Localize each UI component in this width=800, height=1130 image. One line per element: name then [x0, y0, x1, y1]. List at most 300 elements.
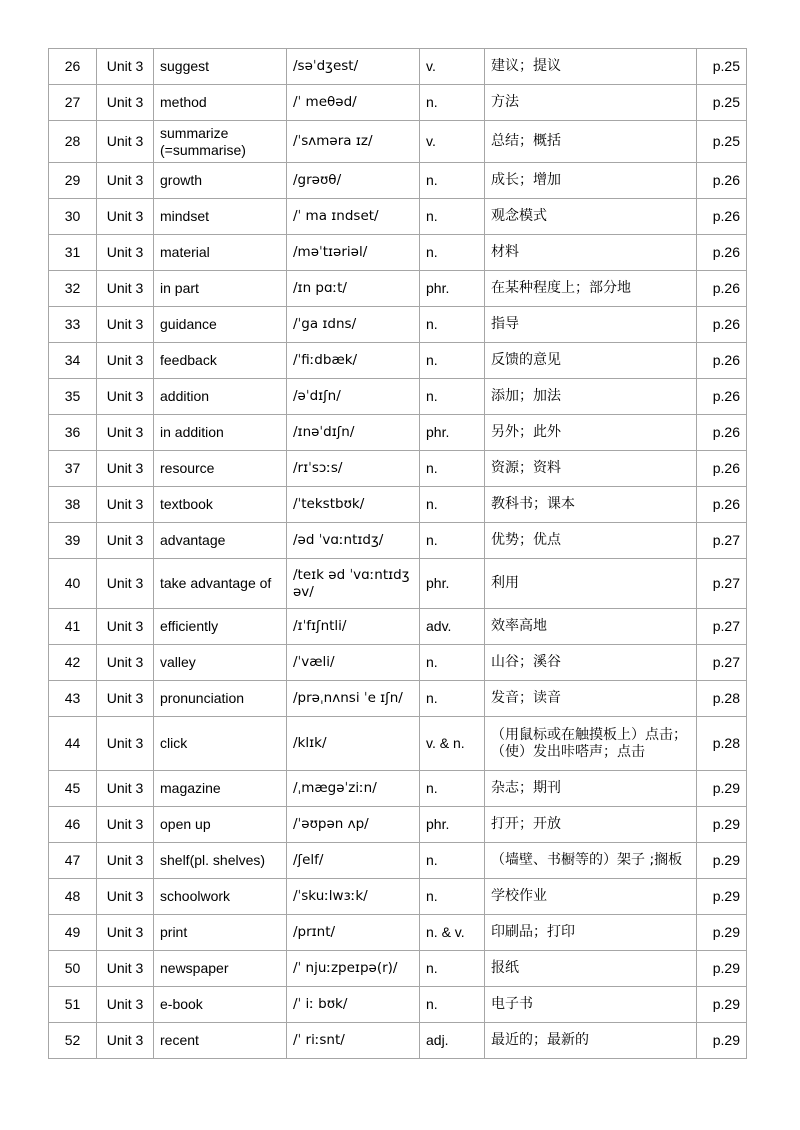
page-ref-cell: [697, 951, 747, 987]
unit-label-cell: [97, 987, 154, 1023]
word: efficiently: [160, 618, 219, 634]
phonetic: /ˈvæli/: [293, 654, 335, 670]
meaning: 资源；资料: [491, 460, 561, 476]
table-row: [49, 807, 747, 843]
part-of-speech-cell: [420, 807, 485, 843]
word: schoolwork: [160, 888, 231, 904]
word-cell: [154, 915, 287, 951]
part-of-speech-cell: [420, 49, 485, 85]
part-of-speech-cell: [420, 199, 485, 235]
page-ref-cell: [697, 85, 747, 121]
unit-label-cell: [97, 609, 154, 645]
phonetic-cell: [287, 523, 420, 559]
page-ref: p.26: [712, 388, 740, 404]
phonetic: /ˈtekstbʊk/: [293, 496, 365, 512]
meaning: 教科书；课本: [491, 496, 575, 512]
phonetic-cell: [287, 487, 420, 523]
word: newspaper: [160, 960, 229, 976]
phonetic-cell: [287, 879, 420, 915]
unit-label: Unit 3: [106, 888, 144, 904]
row-number-cell: [49, 523, 97, 559]
row-number-cell: [49, 343, 97, 379]
row-number: 28: [64, 133, 81, 149]
word: advantage: [160, 532, 226, 548]
word: mindset: [160, 208, 210, 224]
table-row: [49, 987, 747, 1023]
row-number: 48: [64, 888, 81, 904]
table-row: [49, 523, 747, 559]
row-number: 32: [64, 280, 81, 296]
phonetic-cell: [287, 559, 420, 609]
page-ref: p.27: [712, 618, 740, 634]
table-row: [49, 879, 747, 915]
table-row: [49, 49, 747, 85]
phonetic-cell: [287, 415, 420, 451]
word: print: [160, 924, 188, 940]
unit-label: Unit 3: [106, 316, 144, 332]
row-number: 47: [64, 852, 81, 868]
row-number: 43: [64, 690, 81, 706]
unit-label-cell: [97, 559, 154, 609]
phonetic: /ʃelf/: [293, 852, 324, 868]
word-cell: [154, 1023, 287, 1059]
row-number: 34: [64, 352, 81, 368]
part-of-speech-cell: [420, 915, 485, 951]
page-ref: p.29: [712, 1032, 740, 1048]
phonetic-cell: [287, 807, 420, 843]
row-number: 44: [64, 735, 81, 751]
page-ref: p.28: [712, 690, 740, 706]
meaning-cell: [485, 609, 697, 645]
phonetic: /ɪˈfɪʃntli/: [293, 618, 347, 634]
unit-label-cell: [97, 121, 154, 163]
row-number-cell: [49, 987, 97, 1023]
part-of-speech: n.: [426, 888, 438, 904]
page-ref-cell: [697, 879, 747, 915]
part-of-speech: phr.: [426, 280, 450, 296]
part-of-speech: n.: [426, 460, 438, 476]
unit-label: Unit 3: [106, 244, 144, 260]
meaning-cell: [485, 415, 697, 451]
unit-label: Unit 3: [106, 960, 144, 976]
part-of-speech: n.: [426, 316, 438, 332]
unit-label: Unit 3: [106, 94, 144, 110]
meaning-cell: [485, 807, 697, 843]
page-ref: p.29: [712, 996, 740, 1012]
unit-label-cell: [97, 487, 154, 523]
part-of-speech: n.: [426, 352, 438, 368]
meaning-cell: [485, 915, 697, 951]
row-number-cell: [49, 415, 97, 451]
row-number-cell: [49, 163, 97, 199]
phonetic-cell: [287, 307, 420, 343]
meaning: 指导: [491, 316, 519, 332]
unit-label: Unit 3: [106, 618, 144, 634]
part-of-speech: n.: [426, 94, 438, 110]
unit-label: Unit 3: [106, 735, 144, 751]
table-row: [49, 235, 747, 271]
table-row: [49, 915, 747, 951]
table-row: [49, 121, 747, 163]
word: shelf(pl. shelves): [160, 852, 266, 868]
unit-label-cell: [97, 85, 154, 121]
row-number-cell: [49, 121, 97, 163]
row-number-cell: [49, 1023, 97, 1059]
word-cell: [154, 343, 287, 379]
page-ref-cell: [697, 487, 747, 523]
row-number: 42: [64, 654, 81, 670]
unit-label: Unit 3: [106, 388, 144, 404]
word: feedback: [160, 352, 217, 368]
phonetic: /grəʊθ/: [293, 172, 342, 188]
page-ref-cell: [697, 523, 747, 559]
unit-label: Unit 3: [106, 58, 144, 74]
unit-label: Unit 3: [106, 780, 144, 796]
row-number: 37: [64, 460, 81, 476]
word: material: [160, 244, 210, 260]
phonetic-cell: [287, 121, 420, 163]
page-ref-cell: [697, 717, 747, 771]
meaning: 观念模式: [491, 208, 547, 224]
unit-label-cell: [97, 1023, 154, 1059]
row-number: 46: [64, 816, 81, 832]
unit-label: Unit 3: [106, 133, 144, 149]
page-ref: p.28: [712, 735, 740, 751]
phonetic-cell: [287, 987, 420, 1023]
unit-label: Unit 3: [106, 172, 144, 188]
word-cell: [154, 199, 287, 235]
page-ref-cell: [697, 915, 747, 951]
phonetic-cell: [287, 343, 420, 379]
phonetic: /ˈ meθəd/: [293, 94, 357, 110]
part-of-speech-cell: [420, 609, 485, 645]
meaning: 电子书: [491, 996, 533, 1012]
meaning-cell: [485, 451, 697, 487]
word: addition: [160, 388, 210, 404]
word: suggest: [160, 58, 210, 74]
page-ref: p.25: [712, 58, 740, 74]
phonetic-cell: [287, 271, 420, 307]
table-row: [49, 415, 747, 451]
phonetic-cell: [287, 49, 420, 85]
page-ref-cell: [697, 559, 747, 609]
word-cell: [154, 487, 287, 523]
row-number-cell: [49, 271, 97, 307]
row-number: 27: [64, 94, 81, 110]
part-of-speech: v. & n.: [426, 735, 465, 751]
unit-label-cell: [97, 915, 154, 951]
page-ref-cell: [697, 271, 747, 307]
part-of-speech-cell: [420, 681, 485, 717]
meaning: 学校作业: [491, 888, 547, 904]
table-row: [49, 307, 747, 343]
row-number-cell: [49, 199, 97, 235]
page-ref-cell: [697, 163, 747, 199]
row-number: 30: [64, 208, 81, 224]
row-number-cell: [49, 951, 97, 987]
unit-label: Unit 3: [106, 424, 144, 440]
row-number: 50: [64, 960, 81, 976]
phonetic: /ˈskuːlwɜːk/: [293, 888, 368, 904]
row-number-cell: [49, 645, 97, 681]
meaning: 建议；提议: [491, 58, 561, 74]
row-number-cell: [49, 379, 97, 415]
meaning-cell: [485, 343, 697, 379]
table-row: [49, 951, 747, 987]
part-of-speech-cell: [420, 987, 485, 1023]
phonetic-cell: [287, 681, 420, 717]
part-of-speech-cell: [420, 523, 485, 559]
phonetic: /ˈga ɪdns/: [293, 316, 357, 332]
unit-label: Unit 3: [106, 654, 144, 670]
unit-label: Unit 3: [106, 280, 144, 296]
page-ref-cell: [697, 235, 747, 271]
unit-label-cell: [97, 717, 154, 771]
part-of-speech: n.: [426, 208, 438, 224]
unit-label: Unit 3: [106, 208, 144, 224]
word-cell: [154, 271, 287, 307]
phonetic: /ˈfiːdbæk/: [293, 352, 358, 368]
word-cell: [154, 645, 287, 681]
word: guidance: [160, 316, 217, 332]
phonetic: /səˈdʒest/: [293, 58, 359, 74]
row-number: 33: [64, 316, 81, 332]
table-row: [49, 609, 747, 645]
row-number-cell: [49, 85, 97, 121]
page-ref-cell: [697, 49, 747, 85]
part-of-speech-cell: [420, 487, 485, 523]
unit-label-cell: [97, 771, 154, 807]
part-of-speech: n.: [426, 172, 438, 188]
phonetic: /ˈ riːsnt/: [293, 1032, 345, 1048]
unit-label-cell: [97, 271, 154, 307]
row-number-cell: [49, 807, 97, 843]
page-ref-cell: [697, 609, 747, 645]
row-number: 35: [64, 388, 81, 404]
meaning: 最近的；最新的: [491, 1032, 589, 1048]
part-of-speech-cell: [420, 271, 485, 307]
word-cell: [154, 559, 287, 609]
meaning: 效率高地: [491, 618, 547, 634]
table-row: [49, 343, 747, 379]
part-of-speech: adj.: [426, 1032, 449, 1048]
meaning: 反馈的意见: [491, 352, 561, 368]
word: in addition: [160, 424, 224, 440]
unit-label: Unit 3: [106, 690, 144, 706]
phonetic-cell: [287, 951, 420, 987]
word-cell: [154, 121, 287, 163]
part-of-speech: n.: [426, 996, 438, 1012]
row-number: 38: [64, 496, 81, 512]
row-number: 31: [64, 244, 81, 260]
part-of-speech-cell: [420, 879, 485, 915]
phonetic-cell: [287, 915, 420, 951]
row-number-cell: [49, 451, 97, 487]
meaning-cell: [485, 307, 697, 343]
unit-label: Unit 3: [106, 1032, 144, 1048]
meaning: （墙壁、书橱等的）架子 ;搁板: [491, 852, 683, 868]
word: click: [160, 735, 188, 751]
word-cell: [154, 879, 287, 915]
phonetic: /prɪnt/: [293, 924, 336, 940]
page-ref-cell: [697, 681, 747, 717]
row-number: 40: [64, 575, 81, 591]
part-of-speech: n.: [426, 388, 438, 404]
unit-label: Unit 3: [106, 816, 144, 832]
unit-label-cell: [97, 415, 154, 451]
row-number-cell: [49, 681, 97, 717]
word: open up: [160, 816, 211, 832]
row-number-cell: [49, 235, 97, 271]
meaning: 发音；读音: [491, 690, 561, 706]
table-row: [49, 717, 747, 771]
meaning-cell: [485, 199, 697, 235]
meaning: 打开；开放: [491, 816, 561, 832]
part-of-speech-cell: [420, 951, 485, 987]
part-of-speech: v.: [426, 58, 436, 74]
phonetic: /ɪn pɑːt/: [293, 280, 347, 296]
page-ref: p.26: [712, 496, 740, 512]
meaning-cell: [485, 49, 697, 85]
vocabulary-table-body: [49, 49, 747, 1059]
word-cell: [154, 235, 287, 271]
phonetic: /ɪnəˈdɪʃn/: [293, 424, 355, 440]
meaning-cell: [485, 681, 697, 717]
part-of-speech-cell: [420, 451, 485, 487]
word-cell: [154, 163, 287, 199]
word-cell: [154, 771, 287, 807]
word: summarize (=summarise): [160, 124, 246, 158]
meaning: 利用: [491, 575, 519, 591]
unit-label: Unit 3: [106, 924, 144, 940]
part-of-speech: n.: [426, 690, 438, 706]
meaning-cell: [485, 271, 697, 307]
page-ref-cell: [697, 987, 747, 1023]
meaning-cell: [485, 235, 697, 271]
part-of-speech: n.: [426, 496, 438, 512]
page-ref: p.29: [712, 960, 740, 976]
word: magazine: [160, 780, 221, 796]
part-of-speech: adv.: [426, 618, 452, 634]
meaning-cell: [485, 379, 697, 415]
meaning: （用鼠标或在触摸板上）点击；（使）发出咔嗒声；点击: [491, 726, 687, 760]
page-ref-cell: [697, 451, 747, 487]
page-ref: p.26: [712, 280, 740, 296]
word-cell: [154, 379, 287, 415]
unit-label-cell: [97, 49, 154, 85]
word: pronunciation: [160, 690, 245, 706]
phonetic: /klɪk/: [293, 735, 327, 751]
word-cell: [154, 451, 287, 487]
phonetic-cell: [287, 379, 420, 415]
unit-label: Unit 3: [106, 575, 144, 591]
row-number-cell: [49, 771, 97, 807]
meaning-cell: [485, 1023, 697, 1059]
unit-label: Unit 3: [106, 852, 144, 868]
part-of-speech-cell: [420, 85, 485, 121]
table-row: [49, 199, 747, 235]
page-ref-cell: [697, 771, 747, 807]
phonetic: /ˈ njuːzpeɪpə(r)/: [293, 960, 398, 976]
part-of-speech: phr.: [426, 424, 450, 440]
phonetic-cell: [287, 717, 420, 771]
unit-label-cell: [97, 163, 154, 199]
unit-label-cell: [97, 235, 154, 271]
unit-label: Unit 3: [106, 352, 144, 368]
row-number-cell: [49, 307, 97, 343]
row-number-cell: [49, 49, 97, 85]
part-of-speech: n.: [426, 780, 438, 796]
row-number-cell: [49, 879, 97, 915]
word-cell: [154, 85, 287, 121]
phonetic: /əˈdɪʃn/: [293, 388, 341, 404]
unit-label-cell: [97, 451, 154, 487]
meaning: 添加；加法: [491, 388, 561, 404]
part-of-speech-cell: [420, 235, 485, 271]
part-of-speech-cell: [420, 415, 485, 451]
table-row: [49, 163, 747, 199]
word-cell: [154, 843, 287, 879]
page-ref-cell: [697, 379, 747, 415]
meaning: 方法: [491, 94, 519, 110]
meaning-cell: [485, 717, 697, 771]
word-cell: [154, 415, 287, 451]
page-ref: p.26: [712, 460, 740, 476]
row-number: 52: [64, 1032, 81, 1048]
phonetic-cell: [287, 451, 420, 487]
phonetic: /ˈ iː bʊk/: [293, 996, 348, 1012]
page-ref: p.26: [712, 208, 740, 224]
page-ref: p.27: [712, 532, 740, 548]
part-of-speech: n.: [426, 532, 438, 548]
meaning-cell: [485, 487, 697, 523]
word: e-book: [160, 996, 203, 1012]
page-ref: p.29: [712, 888, 740, 904]
part-of-speech-cell: [420, 307, 485, 343]
phonetic-cell: [287, 163, 420, 199]
meaning: 总结；概括: [491, 133, 561, 149]
meaning-cell: [485, 987, 697, 1023]
word: take advantage of: [160, 575, 272, 591]
row-number: 36: [64, 424, 81, 440]
part-of-speech-cell: [420, 163, 485, 199]
word-cell: [154, 951, 287, 987]
page-ref: p.25: [712, 94, 740, 110]
phonetic: /prəˌnʌnsi ˈe ɪʃn/: [293, 690, 403, 706]
row-number: 41: [64, 618, 81, 634]
table-row: [49, 681, 747, 717]
vocabulary-table: [48, 48, 747, 1059]
meaning: 山谷；溪谷: [491, 654, 561, 670]
unit-label: Unit 3: [106, 996, 144, 1012]
part-of-speech-cell: [420, 121, 485, 163]
unit-label-cell: [97, 379, 154, 415]
meaning-cell: [485, 879, 697, 915]
row-number-cell: [49, 843, 97, 879]
part-of-speech: phr.: [426, 816, 450, 832]
word-cell: [154, 523, 287, 559]
part-of-speech-cell: [420, 379, 485, 415]
unit-label-cell: [97, 199, 154, 235]
table-row: [49, 487, 747, 523]
meaning: 报纸: [491, 960, 519, 976]
meaning-cell: [485, 121, 697, 163]
meaning-cell: [485, 843, 697, 879]
word: method: [160, 94, 207, 110]
part-of-speech-cell: [420, 645, 485, 681]
phonetic: /ˈsʌməra ɪz/: [293, 133, 373, 149]
page-ref: p.29: [712, 924, 740, 940]
